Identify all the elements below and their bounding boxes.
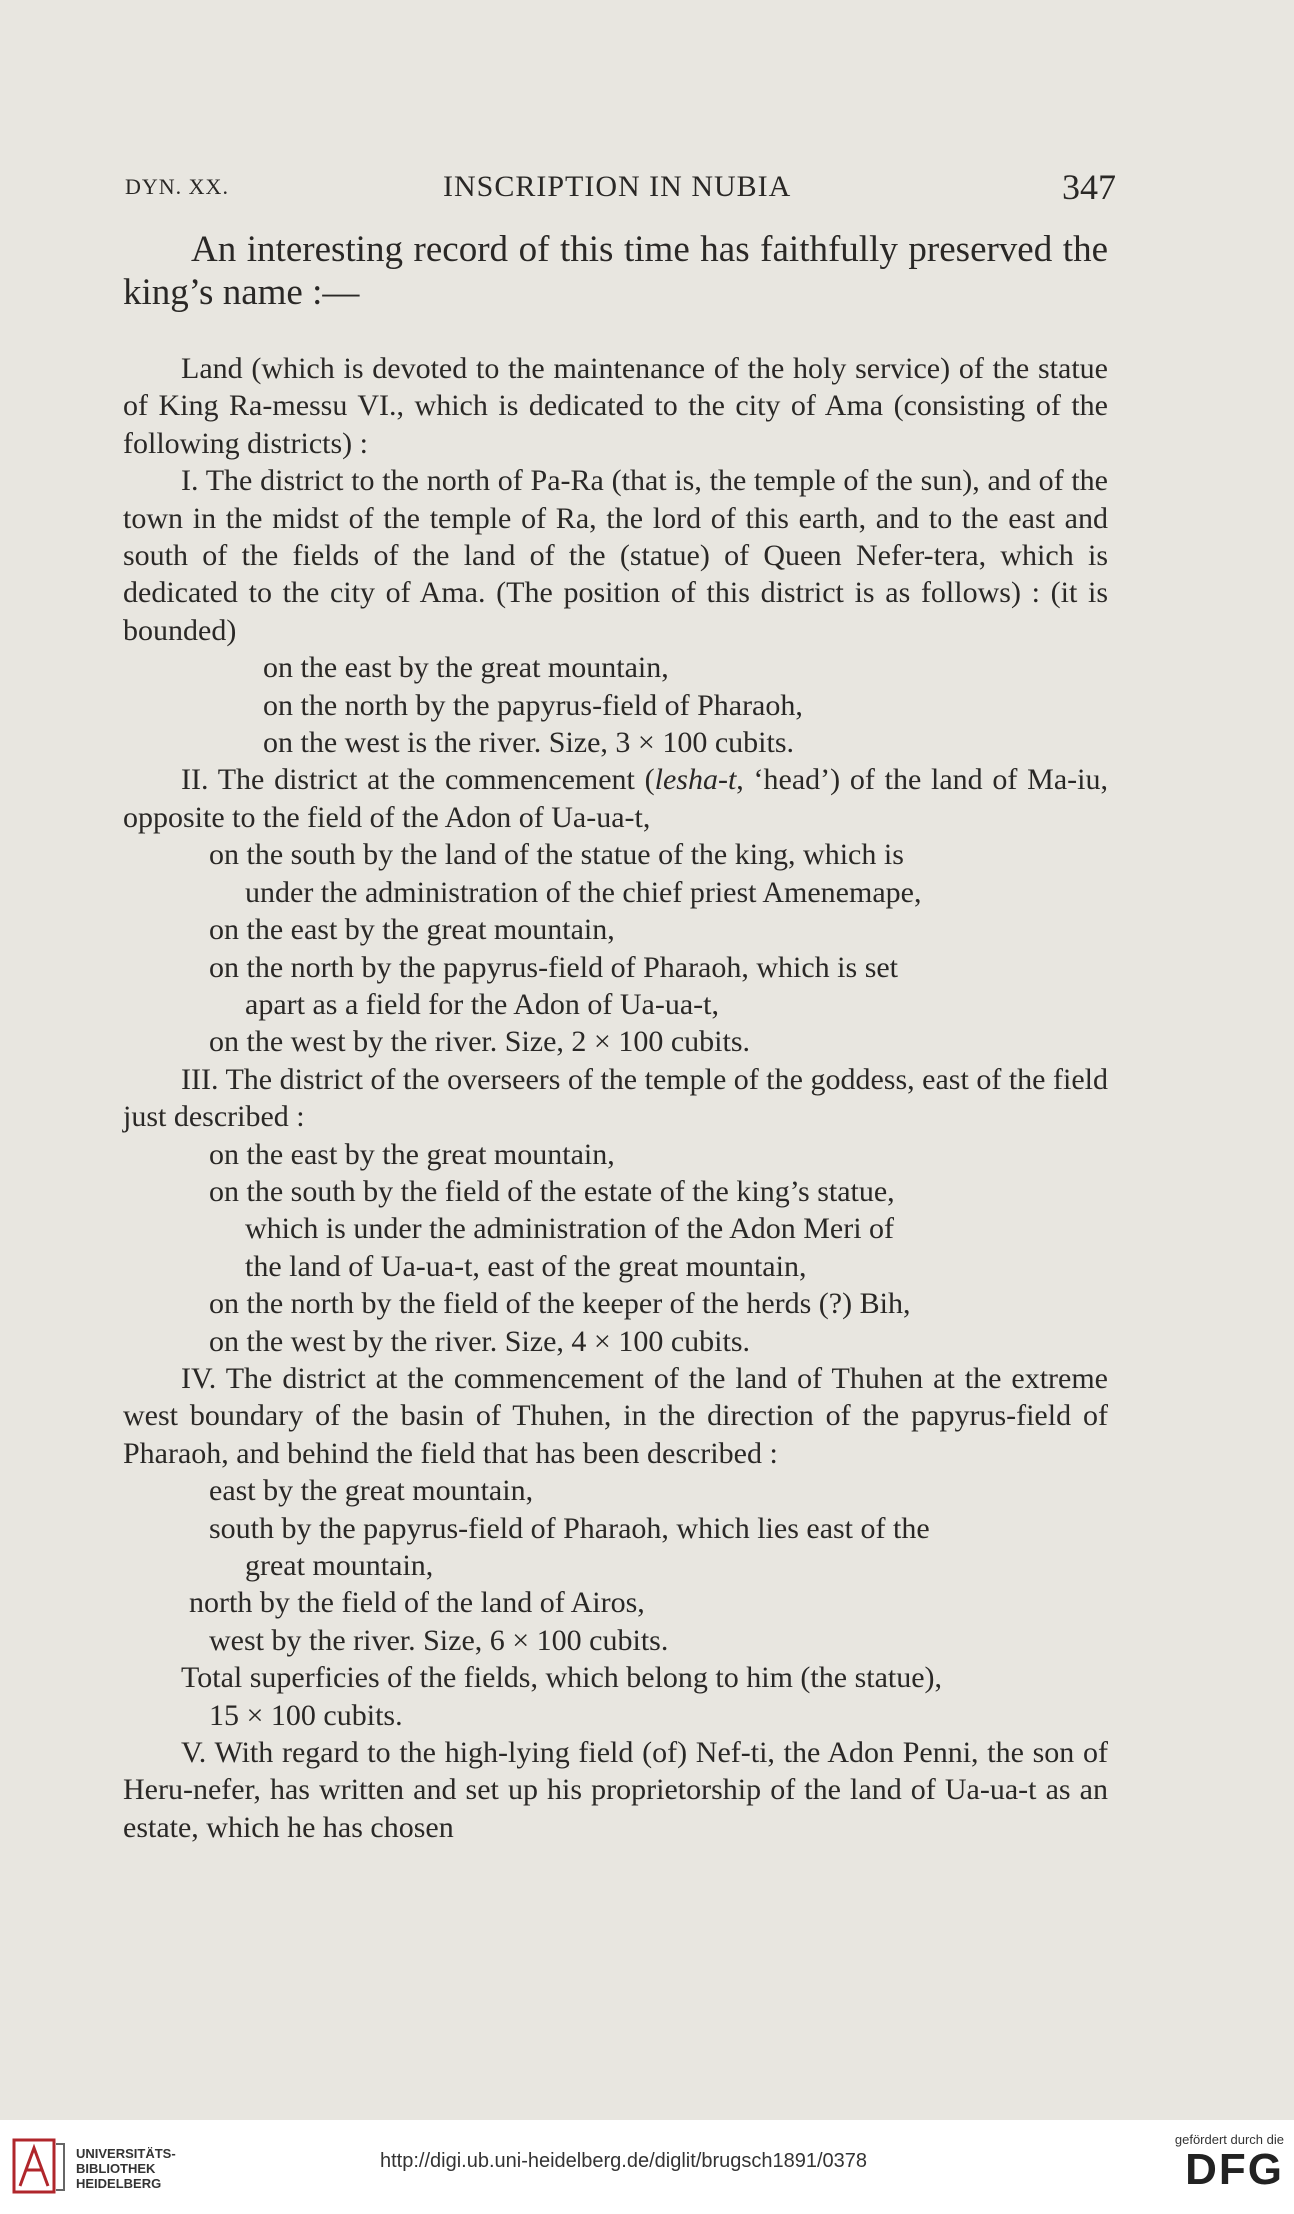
boundary-line: the land of Ua-ua-t, east of the great mountain, xyxy=(245,1249,807,1283)
boundary-line: on the west by the river. Size, 4 × 100 cubits. xyxy=(209,1324,750,1358)
paragraph-text: , ‘head’) of the land of Ma-iu, opposite to the field of the Adon of Ua-ua-t, xyxy=(123,763,1108,834)
running-head xyxy=(125,166,1125,206)
boundary-line: on the north by the papyrus-field of Pharaoh, which is set xyxy=(209,950,899,984)
paragraph: Land (which is devoted to the maintenance of the holy service) of the statue of King Ra-messu VI., which is dedicated to the city of Ama (consisting of the following districts) : xyxy=(123,352,1108,460)
body-text xyxy=(123,228,1108,1846)
boundary-line: apart as a field for the Adon of Ua-ua-t, xyxy=(245,987,719,1021)
funder-caption: gefördert durch die xyxy=(1174,2132,1284,2147)
boundary-line: on the south by the land of the statue of the king, which is xyxy=(209,838,904,872)
dfg-logo[interactable] xyxy=(1154,2132,1284,2193)
library-name-line: BIBLIOTHEK xyxy=(76,2161,156,2176)
boundary-line: on the east by the great mountain, xyxy=(209,913,615,947)
page-number: 347 xyxy=(1062,167,1116,207)
total-value: 15 × 100 cubits. xyxy=(209,1698,403,1732)
paragraph: III. The district of the overseers of the temple of the goddess, east of the field just described : xyxy=(123,1062,1108,1134)
paragraph: IV. The district at the commencement of the land of Thuhen at the extreme west boundary of the basin of Thuhen, in the direction of the papyrus-field of Pharaoh, and behind the field that has been described : xyxy=(123,1361,1108,1470)
boundary-line: under the administration of the chief priest Amenemape, xyxy=(245,875,922,909)
boundary-line: south by the papyrus-field of Pharaoh, which lies east of the xyxy=(209,1511,930,1545)
boundary-line: on the east by the great mountain, xyxy=(209,1137,615,1171)
boundary-line: on the south by the field of the estate of the king’s statue, xyxy=(209,1174,895,1208)
paragraph-text: II. The district at the commencement ( xyxy=(181,763,655,797)
library-name-line: UNIVERSITÄTS- xyxy=(76,2146,176,2161)
boundary-line: on the east by the great mountain, xyxy=(263,651,669,685)
boundary-line: which is under the administration of the Adon Meri of xyxy=(245,1212,895,1246)
paragraph: I. The district to the north of Pa-Ra (that is, the temple of the sun), and of the town in the midst of the temple of Ra, the lord of this earth, and to the east and south of the fields of the land of the (statue) of Queen Nefer-tera, which is dedicated to the city of Ama. (The position of this district is as follows) : (it is bounded) xyxy=(123,464,1108,647)
boundary-line: west by the river. Size, 6 × 100 cubits. xyxy=(209,1623,669,1657)
boundary-line: east by the great mountain, xyxy=(209,1474,534,1508)
boundary-line: on the north by the papyrus-field of Pharaoh, xyxy=(263,688,803,722)
library-logo[interactable] xyxy=(12,2136,182,2196)
intro-paragraph: An interesting record of this time has faithfully preserved the king’s name :— xyxy=(123,229,1108,313)
digitization-footer xyxy=(0,2120,1294,2214)
boundary-line: great mountain, xyxy=(245,1549,434,1582)
library-seal-icon xyxy=(12,2136,68,2196)
funder-logo-text: DFG xyxy=(1185,2145,1284,2194)
total-line: Total superficies of the fields, which belong to him (the statue), xyxy=(181,1661,943,1695)
library-name-line: HEIDELBERG xyxy=(76,2176,162,2191)
boundary-line: on the north by the field of the keeper of the herds (?) Bih, xyxy=(209,1287,911,1321)
boundary-line: on the west is the river. Size, 3 × 100 cubits. xyxy=(263,726,795,760)
boundary-line: north by the field of the land of Airos, xyxy=(189,1586,645,1620)
boundary-line: on the west by the river. Size, 2 × 100 cubits. xyxy=(209,1025,750,1059)
paragraph: V. With regard to the high-lying field (of) Nef-ti, the Adon Penni, the son of Heru-nefer, has written and set up his proprietorship of the land of Ua-ua-t as an estate, which he has chosen xyxy=(123,1736,1108,1844)
italic-term: lesha-t xyxy=(654,763,737,797)
paragraph xyxy=(123,761,1108,836)
dynasty-label: DYN. XX. xyxy=(125,174,229,199)
permalink-url[interactable]: http://digi.ub.uni-heidelberg.de/diglit/brugsch1891/0378 xyxy=(380,2150,868,2172)
library-name xyxy=(76,2146,176,2191)
page-title: INSCRIPTION IN NUBIA xyxy=(443,170,792,203)
